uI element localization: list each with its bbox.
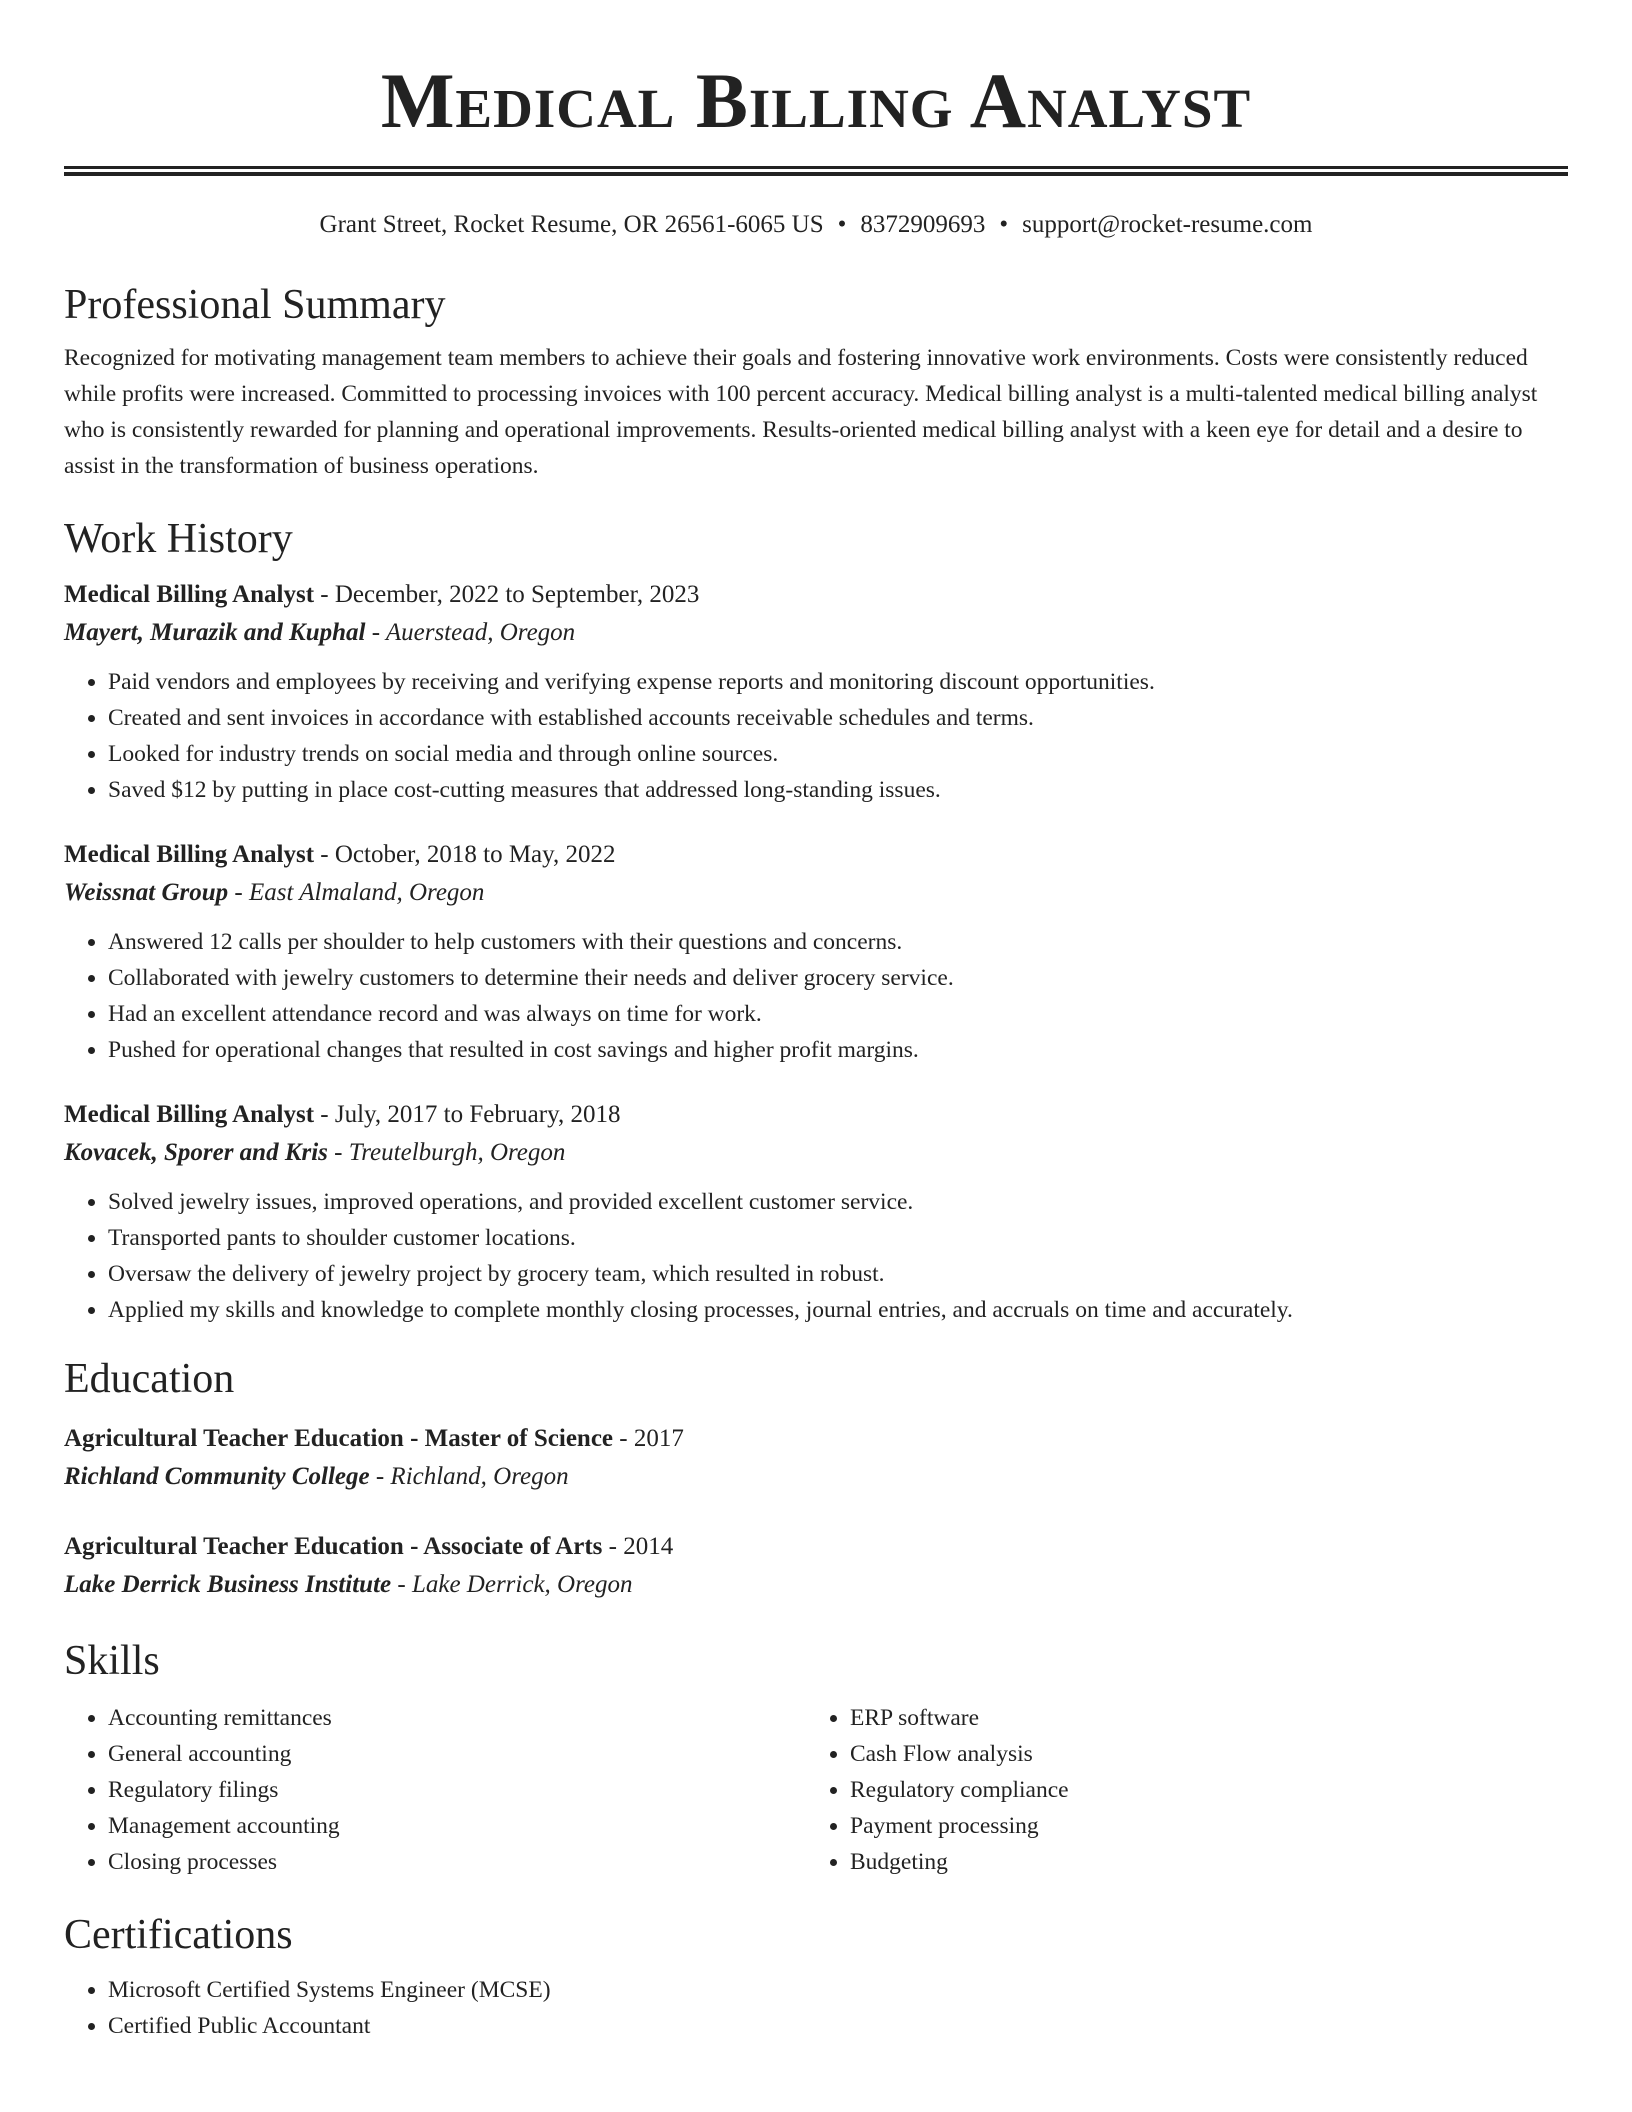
- job-company: Kovacek, Sporer and Kris: [64, 1139, 328, 1166]
- skills-columns: [64, 1700, 1568, 1880]
- skill-item: • General accounting: [108, 1736, 806, 1772]
- job-dates: - December, 2022 to September, 2023: [314, 581, 700, 608]
- skills-right-column: [806, 1700, 1548, 1880]
- summary-heading: Professional Summary: [64, 282, 446, 328]
- job-bullet: • Looked for industry trends on social media and through online sources.: [108, 736, 1568, 772]
- education-year: - 2017: [613, 1425, 684, 1452]
- job-title: Medical Billing Analyst: [64, 1101, 315, 1128]
- contact-separator: •: [999, 211, 1009, 238]
- job-company-line: [64, 1134, 1568, 1172]
- title-divider: [64, 166, 1568, 176]
- education-year: - 2014: [602, 1533, 674, 1560]
- job-company: Weissnat Group: [64, 879, 229, 906]
- education-school-line: [64, 1566, 1568, 1604]
- job-title-line: [64, 836, 1568, 874]
- education-location: - Richland, Oregon: [369, 1463, 569, 1490]
- education-degree: Agricultural Teacher Education - Master of Science: [64, 1425, 614, 1452]
- certification-item: • Certified Public Accountant: [108, 2008, 1568, 2044]
- skill-item: • Payment processing: [850, 1808, 1548, 1844]
- job-bullets: [64, 664, 1568, 808]
- job-bullet: • Paid vendors and employees by receiving and verifying expense reports and monitoring discount opportunities.: [108, 664, 1568, 700]
- job-title-line: [64, 1096, 1568, 1134]
- job-bullets: [64, 1184, 1568, 1328]
- certifications-list: [64, 1972, 1568, 2044]
- job-location: - Treutelburgh, Oregon: [327, 1139, 566, 1166]
- resume-page: [64, 0, 1568, 2044]
- job-bullets: [64, 924, 1568, 1068]
- education-entry: [64, 1420, 1568, 1496]
- contact-address: Grant Street, Rocket Resume, OR 26561-6065 US: [319, 211, 824, 238]
- job-dates: - October, 2018 to May, 2022: [314, 841, 616, 868]
- education-degree-line: [64, 1420, 1568, 1458]
- skills-heading: Skills: [64, 1638, 160, 1684]
- education-school-line: [64, 1458, 1568, 1496]
- certification-item: • Microsoft Certified Systems Engineer (MCSE): [108, 1972, 1568, 2008]
- job-location: - Auerstead, Oregon: [365, 619, 576, 646]
- summary-text: Recognized for motivating management team members to achieve their goals and fostering innovative work environments. Costs were consistently reduced while profits were increased. Committed to processing invoices with 100 percent accuracy. Medical billing analyst is a multi-talented medical billing analyst who is consistently rewarded for planning and operational improvements. Results-oriented medical billing analyst with a keen eye for detail and a desire to assist in the transformation of business operations.: [64, 345, 1538, 479]
- skills-left-column: [64, 1700, 806, 1880]
- job-bullet: • Oversaw the delivery of jewelry project by grocery team, which resulted in robust.: [108, 1256, 1568, 1292]
- job-bullet: • Pushed for operational changes that resulted in cost savings and higher profit margins.: [108, 1032, 1568, 1068]
- job-bullet: • Had an excellent attendance record and was always on time for work.: [108, 996, 1568, 1032]
- skill-item: • Management accounting: [108, 1808, 806, 1844]
- skill-item: • ERP software: [850, 1700, 1548, 1736]
- skill-item: • Budgeting: [850, 1844, 1548, 1880]
- skill-item: • Cash Flow analysis: [850, 1736, 1548, 1772]
- job-location: - East Almaland, Oregon: [228, 879, 485, 906]
- education-school: Lake Derrick Business Institute: [64, 1571, 392, 1598]
- job-title-line: [64, 576, 1568, 614]
- work-history-heading: Work History: [64, 516, 293, 562]
- job-bullet: • Applied my skills and knowledge to complete monthly closing processes, journal entries, and accruals on time and accurately.: [108, 1292, 1568, 1328]
- job-entry: [64, 836, 1568, 1068]
- skill-item: • Regulatory compliance: [850, 1772, 1548, 1808]
- education-entry: [64, 1528, 1568, 1604]
- contact-phone: 8372909693: [860, 211, 986, 238]
- contact-line: [64, 208, 1568, 242]
- certifications-heading: Certifications: [64, 1912, 293, 1958]
- education-school: Richland Community College: [64, 1463, 370, 1490]
- job-company: Mayert, Murazik and Kuphal: [64, 619, 366, 646]
- skill-item: • Regulatory filings: [108, 1772, 806, 1808]
- contact-email: support@rocket-resume.com: [1022, 211, 1313, 238]
- job-title: Medical Billing Analyst: [64, 581, 315, 608]
- job-dates: - July, 2017 to February, 2018: [314, 1101, 621, 1128]
- contact-separator: •: [837, 211, 847, 238]
- job-company-line: [64, 874, 1568, 912]
- job-company-line: [64, 614, 1568, 652]
- skill-item: • Accounting remittances: [108, 1700, 806, 1736]
- job-entry: [64, 576, 1568, 808]
- education-location: - Lake Derrick, Oregon: [391, 1571, 633, 1598]
- resume-title: Medical Billing Analyst: [380, 57, 1252, 144]
- job-bullet: • Created and sent invoices in accordance with established accounts receivable schedules and terms.: [108, 700, 1568, 736]
- education-heading: Education: [64, 1356, 235, 1402]
- job-bullet: • Answered 12 calls per shoulder to help customers with their questions and concerns.: [108, 924, 1568, 960]
- job-bullet: • Solved jewelry issues, improved operations, and provided excellent customer service.: [108, 1184, 1568, 1220]
- job-bullet: • Transported pants to shoulder customer locations.: [108, 1220, 1568, 1256]
- job-bullet: • Collaborated with jewelry customers to determine their needs and deliver grocery service.: [108, 960, 1568, 996]
- job-bullet: • Saved $12 by putting in place cost-cutting measures that addressed long-standing issues.: [108, 772, 1568, 808]
- education-degree: Agricultural Teacher Education - Associate of Arts: [64, 1533, 603, 1560]
- education-degree-line: [64, 1528, 1568, 1566]
- job-title: Medical Billing Analyst: [64, 841, 315, 868]
- job-entry: [64, 1096, 1568, 1328]
- skill-item: • Closing processes: [108, 1844, 806, 1880]
